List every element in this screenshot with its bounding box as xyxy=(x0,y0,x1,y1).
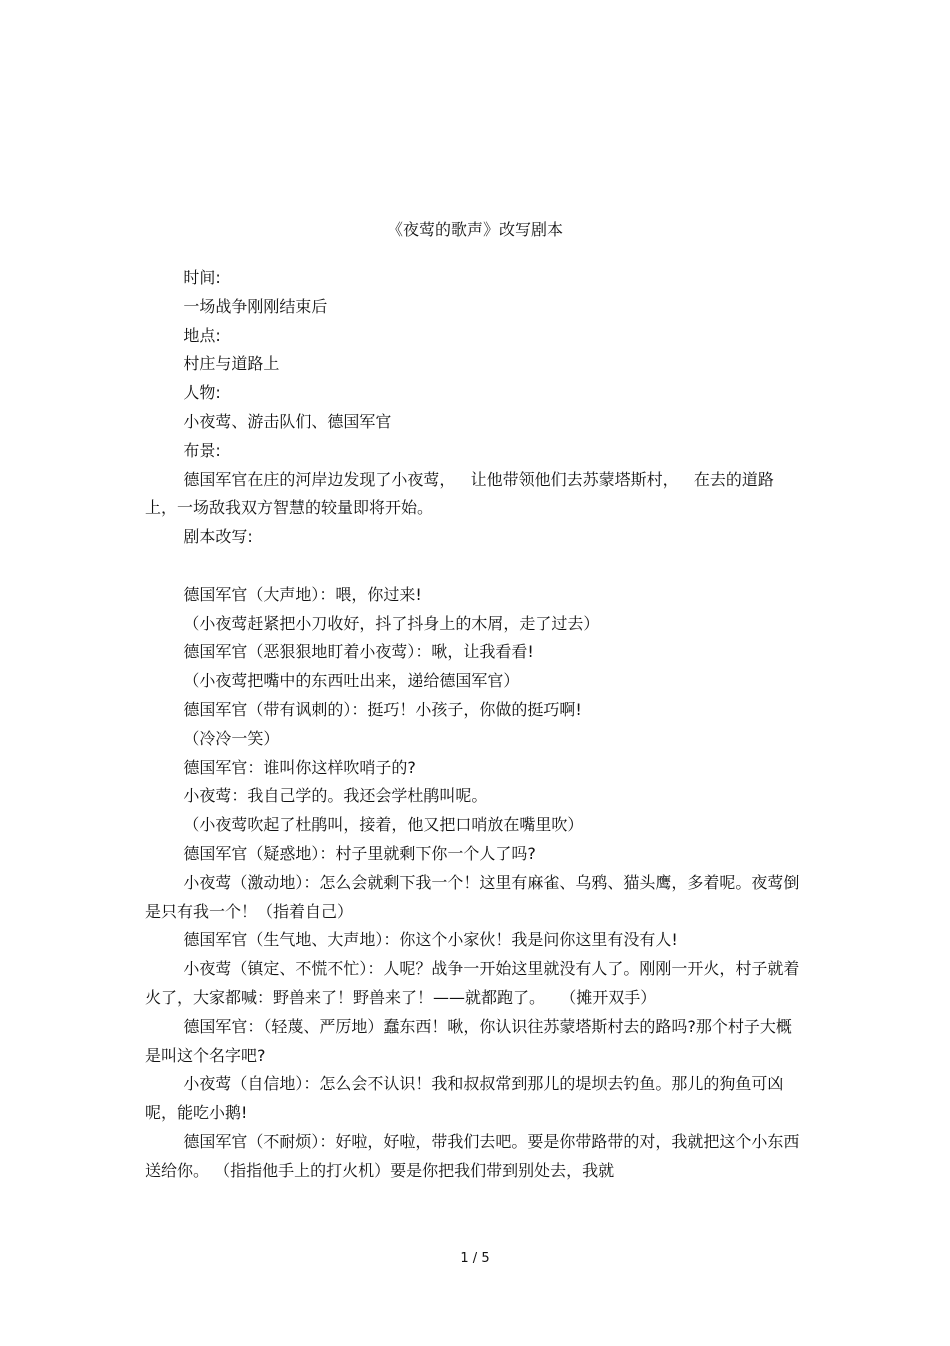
paragraph: 一场战争刚刚结束后 xyxy=(183,296,328,316)
page-title: 《夜莺的歌声》改写剧本 xyxy=(386,220,563,239)
paragraph: 德国军官（疑惑地）：村子里就剩下你一个人了吗? xyxy=(183,843,536,863)
page-number: 1 / 5 xyxy=(460,1251,490,1266)
paragraph: 德国军官（大声地）：喂，你过来! xyxy=(183,584,422,604)
paragraph: （小夜莺赶紧把小刀收好，抖了抖身上的木屑，走了过去） xyxy=(183,613,600,633)
paragraph: 小夜莺：我自己学的。我还会学杜鹃叫呢。 xyxy=(183,786,488,806)
paragraph: 布景: xyxy=(183,440,221,460)
paragraph: 德国军官（恶狠狠地盯着小夜莺）：啾，让我看看! xyxy=(183,642,534,662)
paragraph: （小夜莺把嘴中的东西吐出来，递给德国军官） xyxy=(183,671,520,691)
paragraph: 小夜莺（自信地）：怎么会不认识！我和叔叔常到那儿的堤坝去钓鱼。那儿的狗鱼可凶呢，能吃小鹅! xyxy=(145,1074,784,1123)
paragraph: 小夜莺、游击队们、德国军官 xyxy=(183,411,392,431)
paragraph: 德国军官（不耐烦）：好啦，好啦，带我们去吧。要是你带路带的对，我就把这个小东西送给你。 （指指他手上的打火机）要是你把我们带到别处去，我就 xyxy=(145,1131,800,1180)
paragraph: 小夜莺（激动地）：怎么会就剩下我一个！这里有麻雀、乌鸦、猫头鹰，多着呢。夜莺倒是只有我一个！（指着自己） xyxy=(145,872,800,921)
document-body xyxy=(145,264,805,1186)
paragraph: 小夜莺（镇定、不慌不忙）：人呢？战争一开始这里就没有人了。刚刚一开火，村子就着火了，大家都喊：野兽来了！野兽来了！——就都跑了。 （摊开双手） xyxy=(145,959,800,1007)
paragraph: 地点: xyxy=(183,325,221,345)
paragraph: 时间: xyxy=(183,268,221,287)
paragraph: （冷冷一笑） xyxy=(183,728,280,748)
paragraph: 德国军官在庄的河岸边发现了小夜莺， 让他带领他们去苏蒙塔斯村， 在去的道路上，一场敌我双方智慧的较量即将开始。 xyxy=(145,469,774,518)
paragraph: 德国军官：谁叫你这样吹哨子的? xyxy=(183,757,416,777)
paragraph: 剧本改写: xyxy=(183,527,253,547)
blank-line xyxy=(145,552,805,581)
paragraph: 德国军官（带有讽刺的）：挺巧！小孩子，你做的挺巧啊! xyxy=(183,699,582,719)
paragraph: 德国军官：（轻蔑、严厉地）蠢东西！啾，你认识往苏蒙塔斯村去的路吗?那个村子大概是叫这个名字吧? xyxy=(145,1016,792,1065)
paragraph: （小夜莺吹起了杜鹃叫，接着，他又把口哨放在嘴里吹） xyxy=(183,815,584,835)
paragraph: 村庄与道路上 xyxy=(183,354,280,374)
paragraph: 德国军官（生气地、大声地）：你这个小家伙！我是问你这里有没有人! xyxy=(183,930,678,950)
paragraph: 人物: xyxy=(183,383,221,403)
